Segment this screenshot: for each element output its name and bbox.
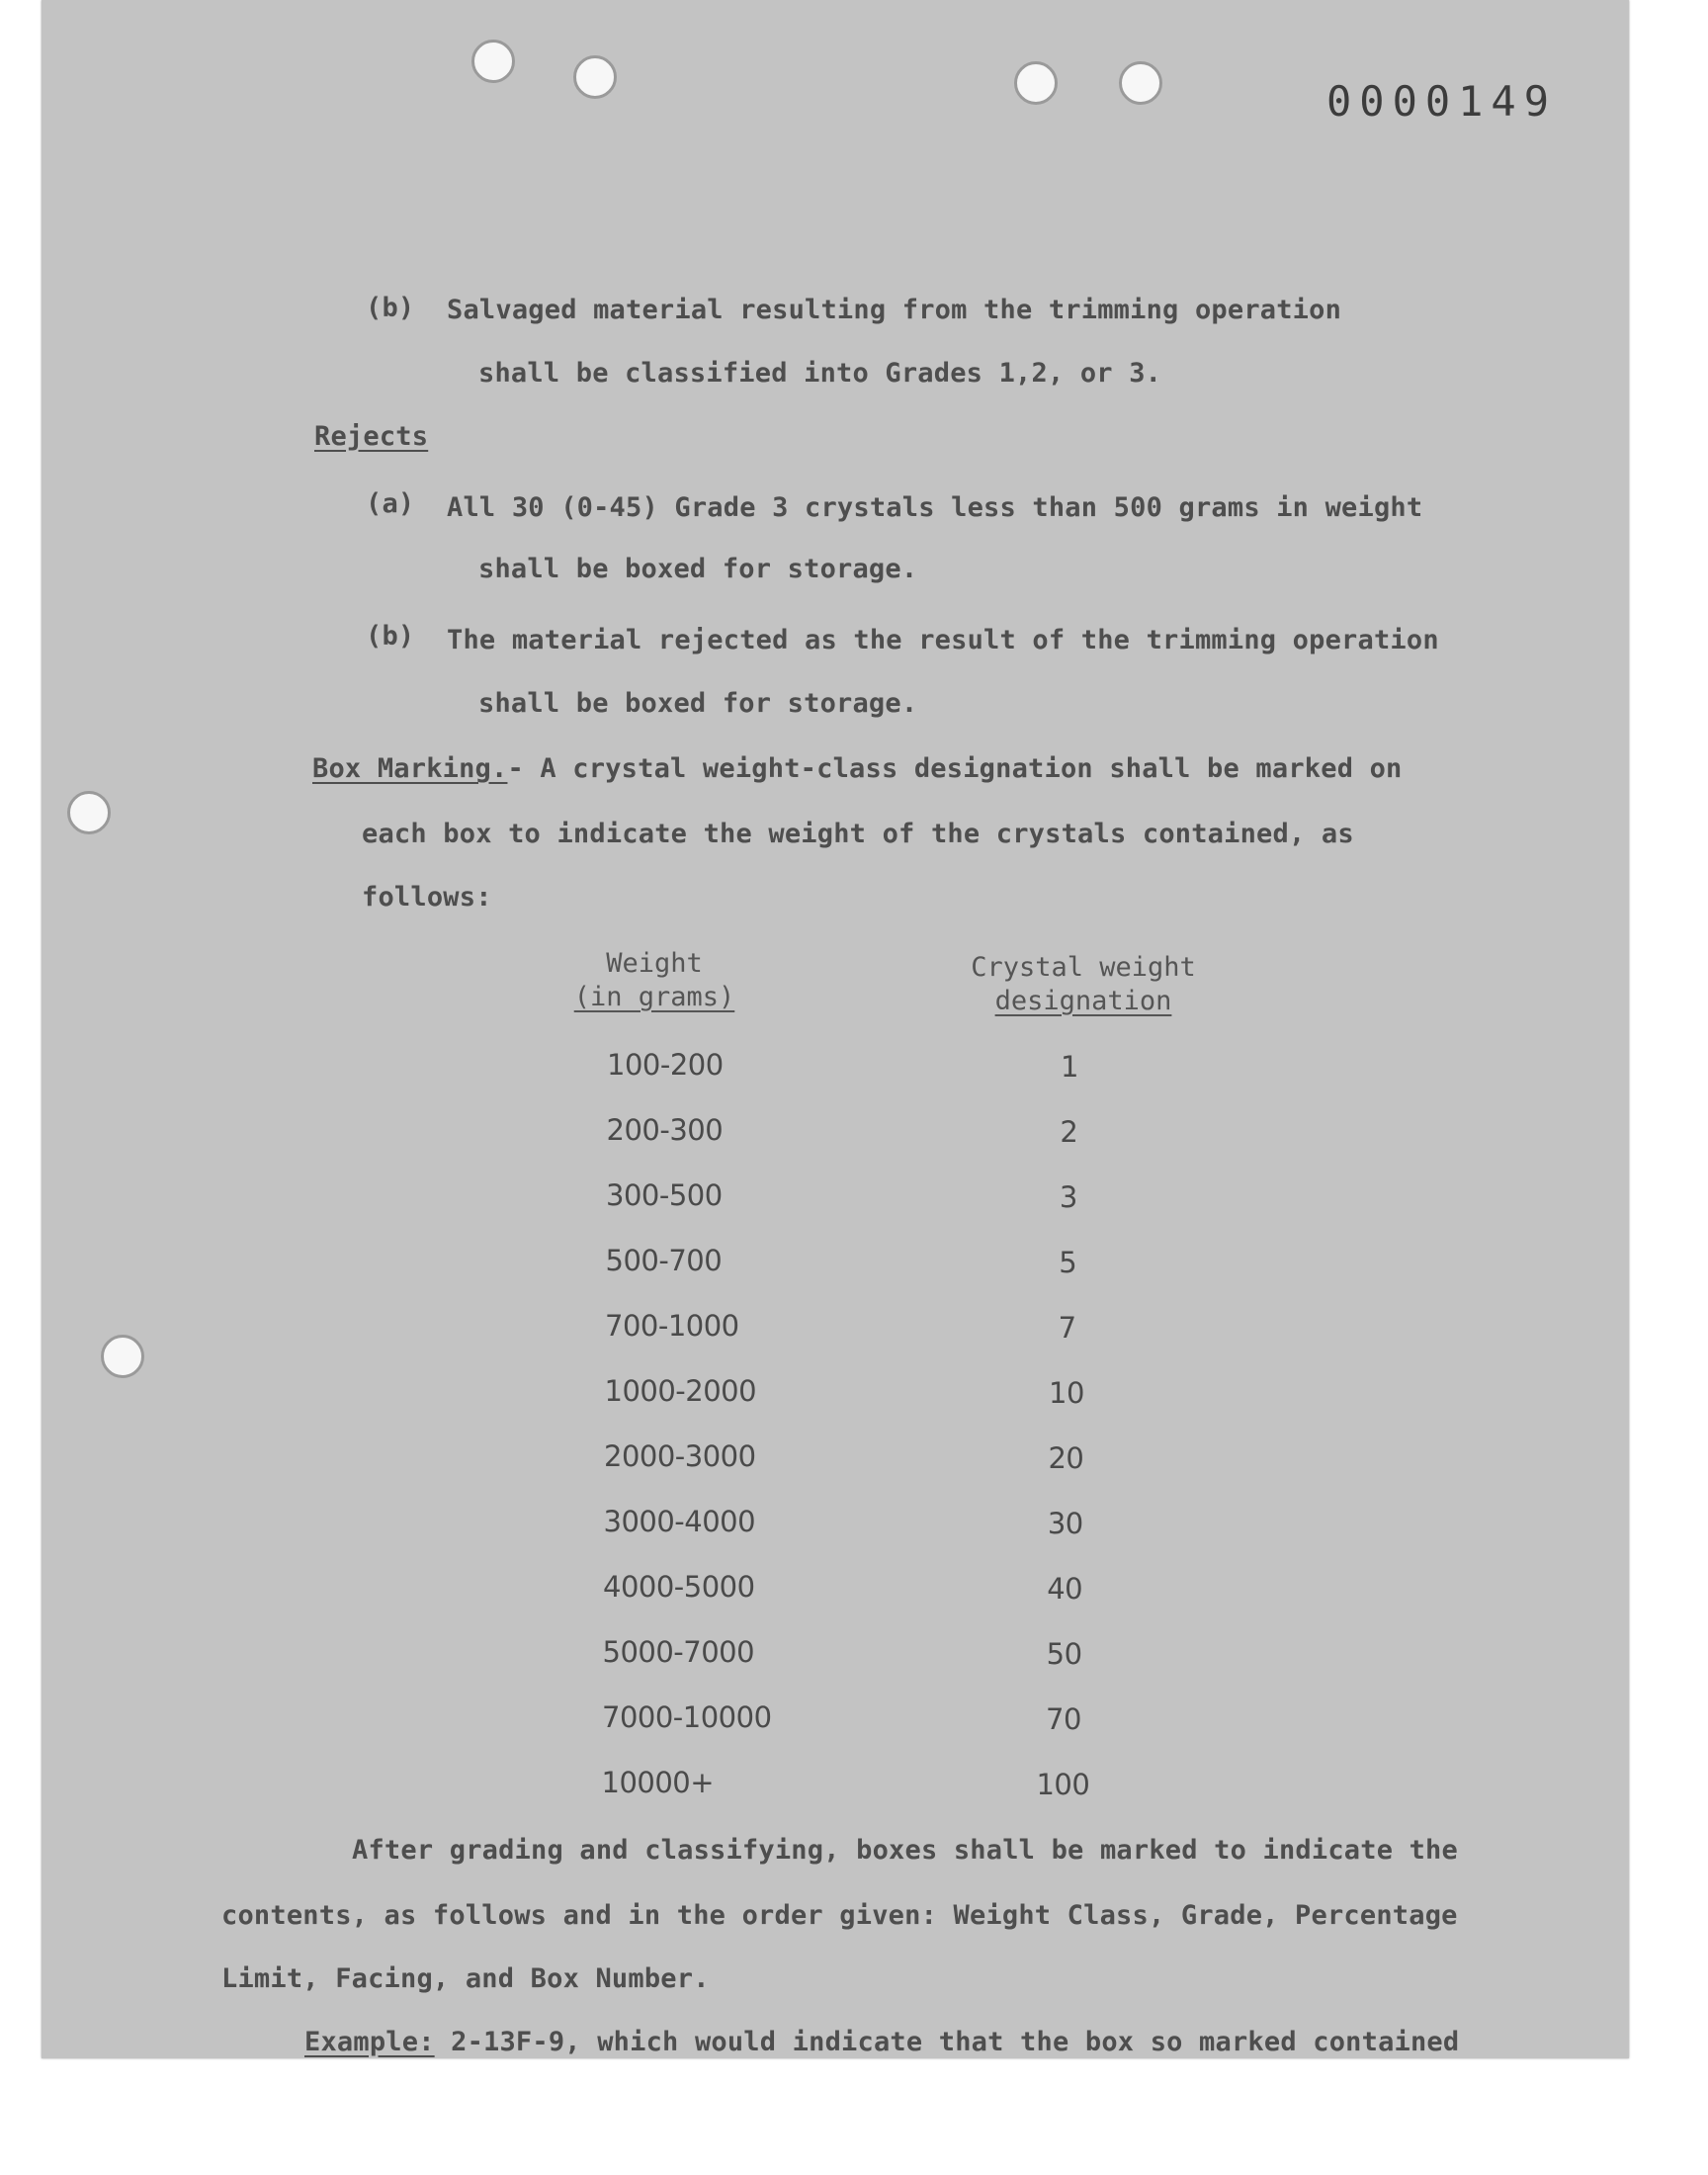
table-cell-designation: 5 (1059, 1246, 1077, 1279)
paragraph-line: All 30 (0-45) Grade 3 crystals less than 500 grams in weight (447, 492, 1423, 523)
box-marking-line (312, 753, 1403, 784)
table-header-weight (555, 947, 753, 1014)
table-cell-designation: 70 (1046, 1702, 1081, 1736)
table-cell-weight: 7000-10000 (602, 1700, 772, 1734)
table-cell-designation: 1 (1061, 1050, 1078, 1084)
punch-hole (1119, 61, 1162, 105)
table-cell-weight: 3000-4000 (603, 1505, 756, 1538)
paragraph-line: shall be classified into Grades 1,2, or 3. (478, 358, 1162, 389)
table-cell-weight: 300-500 (606, 1178, 723, 1212)
header-line: Weight (606, 948, 703, 979)
table-cell-weight: 100-200 (607, 1048, 724, 1082)
header-line: (in grams) (573, 982, 735, 1012)
table-cell-weight: 700-1000 (605, 1309, 739, 1343)
page-number: 0000149 (1326, 77, 1558, 126)
paragraph-line: each box to indicate the weight of the crystals contained, as (362, 819, 1354, 849)
table-cell-designation: 100 (1036, 1768, 1090, 1801)
table-header-designation (955, 951, 1212, 1018)
table-cell-weight: 500-700 (605, 1244, 723, 1277)
document-page (42, 0, 1629, 2058)
table-cell-designation: 10 (1049, 1376, 1084, 1410)
table-cell-weight: 10000+ (601, 1766, 715, 1799)
table-cell-weight: 4000-5000 (603, 1570, 755, 1604)
table-cell-designation: 50 (1046, 1637, 1082, 1671)
section-heading-rejects: Rejects (314, 421, 429, 452)
example-line (304, 2027, 1459, 2057)
list-marker: (b) (366, 621, 415, 652)
table-cell-designation: 40 (1047, 1572, 1083, 1606)
paragraph-line: After grading and classifying, boxes shall be marked to indicate the (352, 1835, 1458, 1866)
punch-hole (67, 791, 111, 834)
punch-hole (573, 55, 617, 99)
example-label: Example: (304, 2027, 435, 2057)
punch-hole (471, 40, 515, 83)
punch-hole (101, 1335, 144, 1378)
section-heading-box-marking: Box Marking. (312, 753, 508, 784)
header-line: designation (994, 986, 1172, 1016)
table-cell-designation: 3 (1059, 1180, 1077, 1214)
table-cell-designation: 7 (1058, 1311, 1076, 1345)
header-line: Crystal weight (971, 952, 1196, 983)
paragraph-text: - A crystal weight-class designation shall be marked on (507, 753, 1403, 784)
table-cell-designation: 2 (1060, 1115, 1078, 1149)
paragraph-line: shall be boxed for storage. (478, 554, 918, 584)
table-cell-weight: 1000-2000 (604, 1374, 757, 1408)
list-marker: (b) (366, 293, 415, 323)
paragraph-line: Limit, Facing, and Box Number. (221, 1963, 710, 1994)
table-cell-designation: 20 (1048, 1441, 1084, 1475)
paragraph-line: contents, as follows and in the order given: Weight Class, Grade, Percentage (221, 1900, 1458, 1931)
table-cell-designation: 30 (1047, 1507, 1083, 1540)
paragraph-line: shall be boxed for storage. (478, 688, 918, 719)
table-cell-weight: 5000-7000 (602, 1635, 755, 1669)
paragraph-line: follows: (362, 882, 492, 913)
punch-hole (1014, 61, 1058, 105)
paragraph-line: Salvaged material resulting from the trimming operation (447, 295, 1342, 325)
table-cell-weight: 2000-3000 (604, 1439, 756, 1473)
paragraph-line: The material rejected as the result of the trimming operation (447, 625, 1439, 655)
example-text: 2-13F-9, which would indicate that the box so marked contained (434, 2027, 1460, 2057)
list-marker: (a) (366, 488, 415, 519)
table-cell-weight: 200-300 (606, 1113, 724, 1147)
